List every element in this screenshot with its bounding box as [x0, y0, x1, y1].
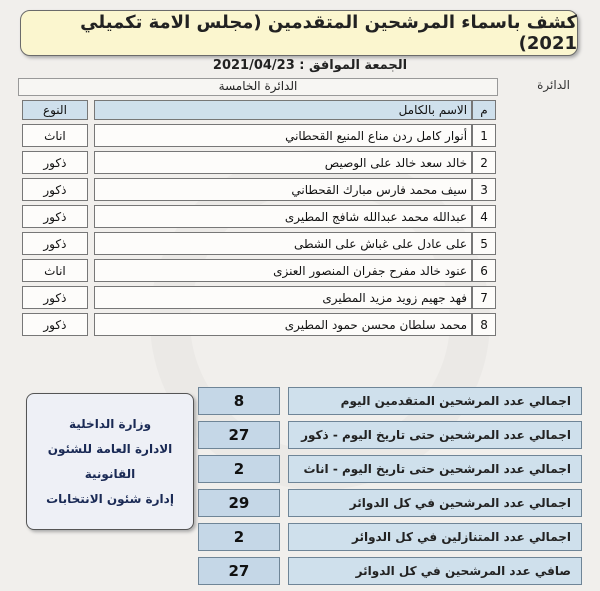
- row-name: على عادل على غباش على الشطى: [94, 232, 472, 255]
- row-type: ذكور: [22, 286, 88, 309]
- table-row: [22, 259, 496, 282]
- row-type: ذكور: [22, 313, 88, 336]
- row-name: خالد سعد خالد على الوصيص: [94, 151, 472, 174]
- row-num: 8: [472, 313, 496, 336]
- row-name: أنوار كامل ردن مناع المنيع القحطاني: [94, 124, 472, 147]
- stat-row: [198, 455, 582, 483]
- stat-row: [198, 387, 582, 415]
- stat-value: 2: [198, 523, 280, 551]
- row-name: فهد جهيم زويد مزيد المطيرى: [94, 286, 472, 309]
- row-num: 7: [472, 286, 496, 309]
- stat-value: 29: [198, 489, 280, 517]
- row-name: محمد سلطان محسن حمود المطيرى: [94, 313, 472, 336]
- title-text: كشف باسماء المرشحين المتقدمين (مجلس الامة تكميلي 2021): [80, 12, 577, 54]
- stat-row: [198, 557, 582, 585]
- stat-label: اجمالي عدد المرشحين المتقدمين اليوم: [288, 387, 582, 415]
- stat-label: اجمالي عدد المتنازلين في كل الدوائر: [288, 523, 582, 551]
- district-label: الدائرة: [537, 78, 570, 92]
- row-type: اناث: [22, 259, 88, 282]
- stats-table: [198, 381, 582, 591]
- stat-label: اجمالي عدد المرشحين في كل الدوائر: [288, 489, 582, 517]
- row-num: 3: [472, 178, 496, 201]
- stat-value: 8: [198, 387, 280, 415]
- header-num: م: [472, 100, 496, 120]
- table-row: [22, 313, 496, 336]
- table-row: [22, 178, 496, 201]
- row-type: ذكور: [22, 232, 88, 255]
- district-name: الدائرة الخامسة: [18, 78, 498, 96]
- stat-row: [198, 421, 582, 449]
- table-header-row: [22, 100, 496, 120]
- ministry-box: [26, 393, 194, 530]
- stat-label: صافي عدد المرشحين في كل الدوائر: [288, 557, 582, 585]
- candidates-table: [22, 96, 496, 340]
- elections-line: إدارة شئون الانتخابات: [46, 491, 174, 506]
- row-type: ذكور: [22, 151, 88, 174]
- table-row: [22, 232, 496, 255]
- row-num: 1: [472, 124, 496, 147]
- stat-value: 27: [198, 557, 280, 585]
- stat-value: 27: [198, 421, 280, 449]
- table-row: [22, 205, 496, 228]
- header-type: النوع: [22, 100, 88, 120]
- stat-label: اجمالي عدد المرشحين حتى تاريخ اليوم - اناث: [288, 455, 582, 483]
- table-row: [22, 151, 496, 174]
- date-line: الجمعة الموافق : 2021/04/23: [212, 58, 408, 73]
- row-type: ذكور: [22, 205, 88, 228]
- row-num: 6: [472, 259, 496, 282]
- row-num: 2: [472, 151, 496, 174]
- row-type: ذكور: [22, 178, 88, 201]
- row-num: 5: [472, 232, 496, 255]
- stat-label: اجمالي عدد المرشحين حتى تاريخ اليوم - ذكور: [288, 421, 582, 449]
- row-type: اناث: [22, 124, 88, 147]
- table-row: [22, 124, 496, 147]
- document-title: [20, 10, 578, 56]
- row-name: عبدالله محمد عبدالله شافج المطيرى: [94, 205, 472, 228]
- stat-value: 2: [198, 455, 280, 483]
- row-name: سيف محمد فارس مبارك القحطاني: [94, 178, 472, 201]
- row-num: 4: [472, 205, 496, 228]
- stat-row: [198, 523, 582, 551]
- stat-row: [198, 489, 582, 517]
- table-row: [22, 286, 496, 309]
- department-line: الادارة العامة للشئون القانونية: [47, 441, 173, 481]
- ministry-line: وزارة الداخلية: [68, 416, 152, 431]
- header-name: الاسم بالكامل: [94, 100, 472, 120]
- row-name: عنود خالد مفرح جفران المنصور العنزى: [94, 259, 472, 282]
